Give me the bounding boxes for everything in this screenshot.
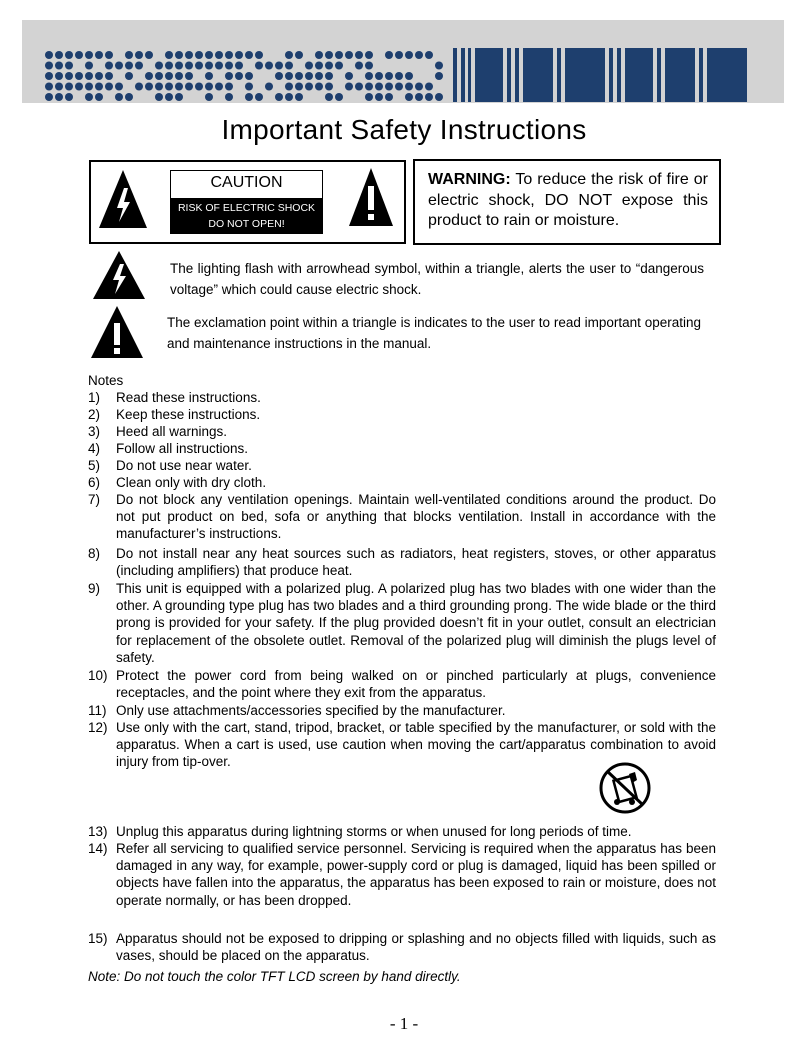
logo-dot xyxy=(285,83,293,91)
logo-dot xyxy=(305,83,313,91)
logo-dot xyxy=(415,51,423,59)
logo-dot xyxy=(65,72,73,80)
logo-dot xyxy=(85,93,93,101)
logo-dot xyxy=(375,93,383,101)
logo-dot xyxy=(185,72,193,80)
list-item: 8) Do not install near any heat sources such as radiators, heat registers, stoves, or other apparatus (including amplifiers) that produce heat. xyxy=(88,546,716,579)
logo-dot xyxy=(215,62,223,70)
logo-dot xyxy=(385,83,393,91)
logo-dot xyxy=(185,51,193,59)
logo-dot xyxy=(175,51,183,59)
logo-dot xyxy=(85,72,93,80)
logo-dot xyxy=(205,51,213,59)
logo-dot xyxy=(405,72,413,80)
logo-dot xyxy=(95,72,103,80)
logo-dot xyxy=(55,93,63,101)
logo-dot xyxy=(225,62,233,70)
exclamation-symbol-description: The exclamation point within a triangle is indicates to the user to read important operating and maintenance instructions in the manual. xyxy=(167,315,701,351)
logo-dot xyxy=(135,62,143,70)
logo-dot xyxy=(105,51,113,59)
logo-dot xyxy=(205,72,213,80)
logo-dot xyxy=(315,51,323,59)
logo-dot xyxy=(325,93,333,101)
logo-dot xyxy=(225,51,233,59)
logo-dot xyxy=(135,83,143,91)
list-item: 15) Apparatus should not be exposed to dripping or splashing and no objects filled with liquids, such as vases, should be placed on the apparatus. xyxy=(88,931,716,964)
logo-dot xyxy=(85,62,93,70)
logo-dot xyxy=(245,51,253,59)
logo-dot xyxy=(175,83,183,91)
exclamation-symbol-icon xyxy=(90,305,144,359)
logo-dot xyxy=(395,51,403,59)
logo-dot xyxy=(175,72,183,80)
logo-dot xyxy=(285,72,293,80)
logo-dot xyxy=(325,72,333,80)
logo-dot xyxy=(265,83,273,91)
list-item: 13) Unplug this apparatus during lightning storms or when unused for long periods of time. xyxy=(88,824,632,839)
logo-dot xyxy=(385,51,393,59)
logo-dot xyxy=(325,83,333,91)
striped-logo-pattern xyxy=(453,48,750,102)
logo-dot xyxy=(115,83,123,91)
caution-line-2: DO NOT OPEN! xyxy=(208,218,285,230)
logo-dot xyxy=(195,83,203,91)
logo-dot xyxy=(235,72,243,80)
logo-dot xyxy=(405,83,413,91)
logo-dot xyxy=(365,72,373,80)
logo-dot xyxy=(405,93,413,101)
logo-dot xyxy=(155,72,163,80)
page-title: Important Safety Instructions xyxy=(221,114,587,145)
list-item: 4) Follow all instructions. xyxy=(88,441,249,456)
logo-dot xyxy=(235,51,243,59)
logo-dot xyxy=(315,62,323,70)
logo-dot xyxy=(225,72,233,80)
logo-dot xyxy=(325,51,333,59)
logo-dot xyxy=(145,83,153,91)
dotted-logo-pattern xyxy=(44,50,444,102)
list-item: 3) Heed all warnings. xyxy=(88,424,228,439)
logo-dot xyxy=(435,72,443,80)
logo-dot xyxy=(165,72,173,80)
logo-dot xyxy=(105,72,113,80)
logo-dot xyxy=(45,62,53,70)
logo-dot xyxy=(65,51,73,59)
logo-dot xyxy=(125,72,133,80)
list-item: 12) Use only with the cart, stand, tripod, bracket, or table specified by the manufacturer, or sold with the apparatus. When a cart is used, use caution when moving the cart/apparatus combination to avoid injury from tip-over. xyxy=(88,720,716,770)
lightning-warning-icon xyxy=(97,168,149,232)
list-item: 6) Clean only with dry cloth. xyxy=(88,475,267,490)
logo-dot xyxy=(115,62,123,70)
logo-dot xyxy=(345,83,353,91)
logo-dot xyxy=(195,62,203,70)
logo-dot xyxy=(255,93,263,101)
logo-dot xyxy=(105,62,113,70)
page-number: - 1 - xyxy=(389,1014,419,1033)
cart-tip-over-icon xyxy=(599,762,651,814)
logo-dot xyxy=(315,83,323,91)
logo-dot xyxy=(155,83,163,91)
logo-dot xyxy=(415,83,423,91)
logo-dot xyxy=(165,93,173,101)
logo-dot xyxy=(375,83,383,91)
logo-dot xyxy=(305,72,313,80)
logo-dot xyxy=(425,93,433,101)
logo-dot xyxy=(395,83,403,91)
logo-dot xyxy=(125,51,133,59)
logo-dot xyxy=(275,93,283,101)
footnote: Note: Do not touch the color TFT LCD screen by hand directly. xyxy=(88,969,461,984)
logo-dot xyxy=(145,51,153,59)
logo-dot xyxy=(355,62,363,70)
list-item: 10) Protect the power cord from being walked on or pinched particularly at plugs, convenience receptacles, and the point where they exit from the apparatus. xyxy=(88,668,716,701)
logo-dot xyxy=(165,51,173,59)
logo-dot xyxy=(205,62,213,70)
notes-heading: Notes xyxy=(88,373,124,388)
logo-dot xyxy=(45,83,53,91)
logo-dot xyxy=(115,93,123,101)
logo-dot xyxy=(135,51,143,59)
logo-dot xyxy=(165,62,173,70)
logo-dot xyxy=(295,51,303,59)
logo-dot xyxy=(165,83,173,91)
logo-dot xyxy=(45,72,53,80)
logo-dot xyxy=(245,93,253,101)
list-item: 11) Only use attachments/accessories specified by the manufacturer. xyxy=(88,703,506,718)
logo-dot xyxy=(125,62,133,70)
logo-dot xyxy=(225,83,233,91)
logo-dot xyxy=(325,62,333,70)
lightning-symbol-description: The lighting flash with arrowhead symbol, within a triangle, alerts the user to “dangerous voltage” which could cause electric shock. xyxy=(170,261,704,297)
logo-dot xyxy=(385,72,393,80)
logo-dot xyxy=(285,51,293,59)
logo-dot xyxy=(175,62,183,70)
logo-dot xyxy=(105,83,113,91)
logo-dot xyxy=(275,62,283,70)
logo-dot xyxy=(155,62,163,70)
logo-dot xyxy=(45,93,53,101)
logo-dot xyxy=(195,51,203,59)
logo-dot xyxy=(365,51,373,59)
logo-dot xyxy=(405,51,413,59)
logo-dot xyxy=(295,83,303,91)
logo-dot xyxy=(65,83,73,91)
logo-dot xyxy=(225,93,233,101)
logo-dot xyxy=(175,93,183,101)
list-item: 2) Keep these instructions. xyxy=(88,407,261,422)
logo-dot xyxy=(205,83,213,91)
logo-dot xyxy=(65,93,73,101)
logo-dot xyxy=(425,83,433,91)
logo-dot xyxy=(55,51,63,59)
logo-dot xyxy=(435,93,443,101)
logo-dot xyxy=(365,62,373,70)
logo-dot xyxy=(365,83,373,91)
logo-dot xyxy=(365,93,373,101)
logo-dot xyxy=(215,83,223,91)
logo-dot xyxy=(245,72,253,80)
list-item: 9) This unit is equipped with a polarized plug. A polarized plug has two blades with one wider than the other. A grounding type plug has two blades and a third grounding prong. The wide blade or the third prong is provided for your safety. If the plug provided doesn’t fit in your outlet, consult an electrician for replacement of the obsolete outlet. Removal of the polarized plug will diminish the plugs level of safety. xyxy=(88,581,716,665)
logo-dot xyxy=(435,62,443,70)
logo-dot xyxy=(335,62,343,70)
logo-dot xyxy=(285,93,293,101)
logo-dot xyxy=(415,93,423,101)
logo-dot xyxy=(375,72,383,80)
caution-notice xyxy=(171,198,322,233)
logo-dot xyxy=(235,62,243,70)
logo-dot xyxy=(185,62,193,70)
logo-dot xyxy=(275,72,283,80)
logo-dot xyxy=(55,72,63,80)
warning-text xyxy=(428,170,708,232)
list-item: 7) Do not block any ventilation openings. Maintain well-ventilated conditions around the product. Do not put product on bed, sofa or anything that blocks ventilation. Install in accordance with the manufacturer’s instructions. xyxy=(88,492,716,542)
logo-dot xyxy=(55,83,63,91)
logo-dot xyxy=(295,72,303,80)
logo-dot xyxy=(395,72,403,80)
logo-dot xyxy=(245,83,253,91)
logo-dot xyxy=(145,72,153,80)
logo-dot xyxy=(75,51,83,59)
logo-dot xyxy=(315,72,323,80)
logo-dot xyxy=(45,51,53,59)
caution-title: CAUTION xyxy=(210,174,283,191)
logo-dot xyxy=(355,83,363,91)
logo-dot xyxy=(345,51,353,59)
logo-dot xyxy=(335,51,343,59)
list-item: 1) Read these instructions. xyxy=(88,390,261,405)
logo-dot xyxy=(185,83,193,91)
logo-dot xyxy=(205,93,213,101)
logo-dot xyxy=(425,51,433,59)
logo-dot xyxy=(85,51,93,59)
logo-dot xyxy=(385,93,393,101)
logo-dot xyxy=(75,83,83,91)
warning-body: To reduce the risk of fire or electric shock, DO NOT expose this product to rain or moisture. xyxy=(428,171,708,229)
caution-line-1: RISK OF ELECTRIC SHOCK xyxy=(177,202,316,214)
logo-dot xyxy=(95,83,103,91)
exclamation-warning-icon xyxy=(347,166,395,230)
logo-dot xyxy=(355,51,363,59)
logo-dot xyxy=(345,72,353,80)
warning-label: WARNING: xyxy=(428,171,511,188)
logo-dot xyxy=(95,93,103,101)
logo-dot xyxy=(335,93,343,101)
logo-dot xyxy=(215,51,223,59)
logo-dot xyxy=(285,62,293,70)
lightning-symbol-icon xyxy=(92,250,146,300)
logo-dot xyxy=(85,83,93,91)
logo-dot xyxy=(255,62,263,70)
logo-dot xyxy=(295,93,303,101)
logo-dot xyxy=(125,93,133,101)
list-item: 14) Refer all servicing to qualified service personnel. Servicing is required when the apparatus has been damaged in any way, for example, power-supply cord or plug is damaged, liquid has been spilled or objects have fallen into the apparatus, the apparatus has been exposed to rain or moisture, does not operate normally, or has been dropped. xyxy=(88,841,716,908)
logo-dot xyxy=(55,62,63,70)
logo-dot xyxy=(265,62,273,70)
logo-dot xyxy=(255,51,263,59)
logo-dot xyxy=(65,62,73,70)
logo-dot xyxy=(155,93,163,101)
logo-dot xyxy=(305,62,313,70)
logo-dot xyxy=(75,72,83,80)
logo-dot xyxy=(95,51,103,59)
list-item: 5) Do not use near water. xyxy=(88,458,252,473)
